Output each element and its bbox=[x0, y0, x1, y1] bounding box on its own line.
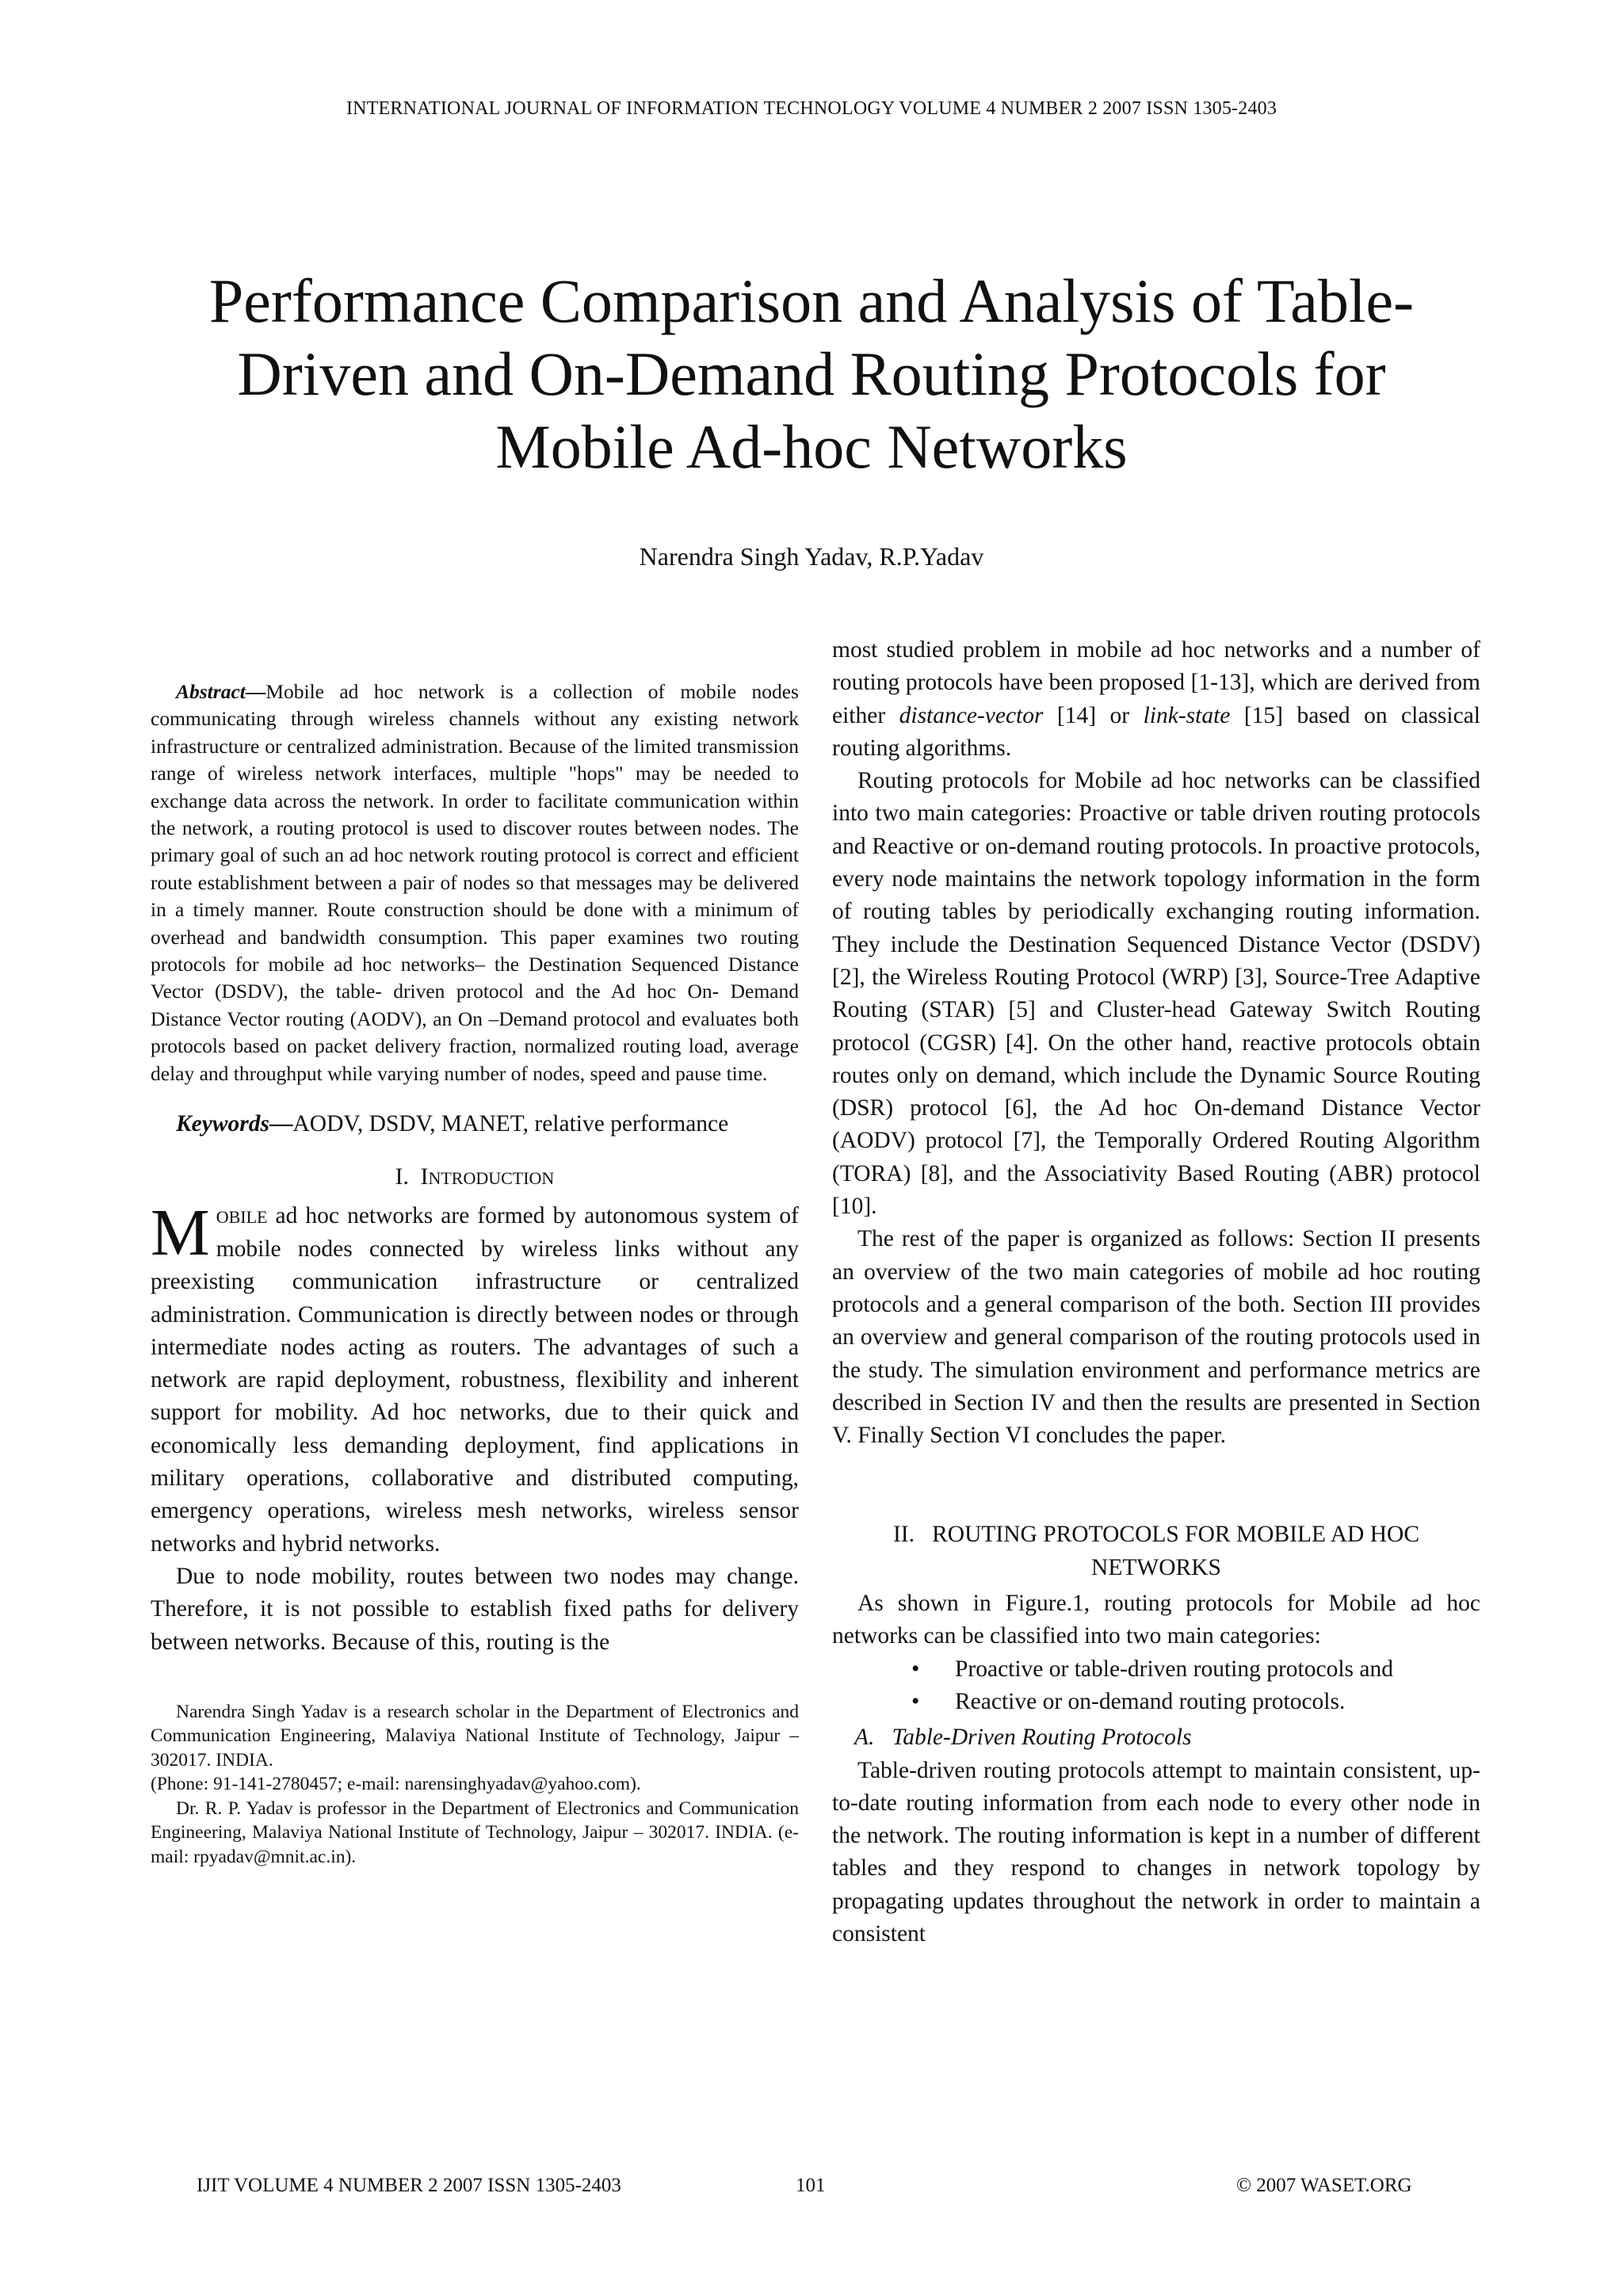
list-item bbox=[832, 1686, 1480, 1718]
abstract-label: Abstract bbox=[176, 680, 246, 703]
section-heading-introduction bbox=[151, 1161, 799, 1194]
bullet-text: Proactive or table-driven routing protocols and bbox=[955, 1656, 1393, 1682]
bullet-glyph: • bbox=[911, 1688, 920, 1714]
section-first-letter: I bbox=[420, 1164, 429, 1190]
p1-text-a: most studied problem in mobile ad hoc networks and a number of routing protocols have been proposed [1-13], which are derived from either bbox=[832, 637, 1480, 728]
section-numeral: I. bbox=[395, 1164, 409, 1190]
right-paragraph-4: As shown in Figure.1, routing protocols for Mobile ad hoc networks can be classified into two main categories: bbox=[832, 1591, 1480, 1649]
author-footnote bbox=[151, 1700, 799, 1870]
abstract-dash: — bbox=[245, 680, 266, 703]
title-line-2: Driven and On-Demand Routing Protocols for bbox=[237, 339, 1386, 408]
section-heading-routing-protocols bbox=[832, 1519, 1480, 1584]
p1-text-c: [15] based on classical routing algorithms. bbox=[832, 702, 1480, 761]
bullet-text: Reactive or on-demand routing protocols. bbox=[955, 1688, 1346, 1714]
keywords-dash: — bbox=[269, 1111, 293, 1137]
section-rest: NTRODUCTION bbox=[428, 1168, 555, 1189]
paper-title bbox=[143, 265, 1480, 483]
right-paragraph-3: The rest of the paper is organized as follows: Section II presents an overview of the two main categories of mobile ad hoc routing protocols and a general comparison of the both. Section III provides an overview and general comparison of the routing protocols used in the study. The simulation environment and performance metrics are described in Section IV and then the results are presented in Section V. Finally Section VI concludes the paper. bbox=[832, 1226, 1480, 1449]
bullet-list bbox=[832, 1653, 1480, 1719]
keywords bbox=[151, 1108, 799, 1140]
title-line-3: Mobile Ad-hoc Networks bbox=[495, 412, 1128, 481]
p1-distance-vector: distance-vector bbox=[899, 702, 1044, 728]
keywords-text: AODV, DSDV, MANET, relative performance bbox=[292, 1111, 729, 1137]
footer-copyright: © 2007 WASET.ORG bbox=[1236, 2175, 1412, 2196]
section2-line-1: II. ROUTING PROTOCOLS FOR MOBILE AD HOC bbox=[892, 1522, 1420, 1548]
section2-line-2: NETWORKS bbox=[1091, 1554, 1221, 1580]
dropcap-letter: M bbox=[151, 1195, 210, 1270]
p1-link-state: link-state bbox=[1143, 702, 1231, 728]
footer-journal: IJIT VOLUME 4 NUMBER 2 2007 ISSN 1305-2403 bbox=[197, 2175, 621, 2196]
keywords-label: Keywords bbox=[176, 1111, 269, 1137]
abstract-text: Mobile ad hoc network is a collection of mobile nodes communicating through wireless channels without any existing network infrastructure or centralized administration. Because of the limited transmission range of wireless network interfaces, multiple "hops" may be needed to exchange data across the network. In order to facilitate communication within the network, a routing protocol is used to discover routes between nodes. The primary goal of such an ad hoc network routing protocol is correct and efficient route establishment between a pair of nodes so that messages may be delivered in a timely manner. Route construction should be done with a minimum of overhead and bandwidth consumption. This paper examines two routing protocols for mobile ad hoc networks– the Destination Sequenced Distance Vector (DSDV), the table- driven protocol and the Ad hoc On- Demand Distance Vector routing (AODV), an On –Demand protocol and evaluates both protocols based on packet delivery fraction, normalized routing load, average delay and throughput while varying number of nodes, speed and pause time. bbox=[151, 680, 799, 1085]
authors: Narendra Singh Yadav, R.P.Yadav bbox=[639, 542, 984, 571]
right-paragraph-1 bbox=[832, 634, 1480, 765]
list-item bbox=[832, 1653, 1480, 1686]
page-number: 101 bbox=[796, 2175, 826, 2196]
right-paragraph-5: Table-driven routing protocols attempt to maintain consistent, up-to-date routing information from each node to every other node in the network. The routing information is kept in a number of different tables and they respond to changes in network topology by propagating updates throughout the network in order to maintain a consistent bbox=[832, 1757, 1480, 1946]
right-paragraph-2: Routing protocols for Mobile ad hoc networks can be classified into two main categories: Proactive or table driven routing protocols and Reactive or on-demand routing protocols. In proactive protocols, every node maintains the network topology information in the form of routing tables by periodically exchanging routing information. They include the Destination Sequenced Distance Vector (DSDV) [2], the Wireless Routing Protocol (WRP) [3], Source-Tree Adaptive Routing (STAR) [5] and Cluster-head Gateway Switch Routing protocol (CGSR) [4]. On the other hand, reactive protocols obtain routes only on demand, which include the Dynamic Source Routing (DSR) protocol [6], the Ad hoc On-demand Distance Vector (AODV) protocol [7], the Temporally Ordered Routing Algorithm (TORA) [8], and the Associativity Based Routing (ABR) protocol [10]. bbox=[832, 768, 1480, 1220]
footnote-author-2: Dr. R. P. Yadav is professor in the Department of Electronics and Communication Engineering, Malaviya National Institute of Technology, Jaipur – 302017. INDIA. (e-mail: rpyadav@mnit.ac.in). bbox=[151, 1797, 799, 1867]
intro-paragraph-2: Due to node mobility, routes between two nodes may change. Therefore, it is not possible to establish fixed paths for delivery between networks. Because of this, routing is the bbox=[151, 1563, 799, 1655]
intro-p1-text: ad hoc networks are formed by autonomous system of mobile nodes connected by wireless links without any preexisting communication infrastructure or centralized administration. Communication is directly between nodes or through intermediate nodes acting as routers. The advantages of such a network are rapid deployment, robustness, flexibility and inherent support for mobility. Ad hoc networks, due to their quick and economically less demanding deployment, find applications in military operations, collaborative and distributed computing, emergency operations, wireless mesh networks, wireless sensor networks and hybrid networks. bbox=[151, 1202, 799, 1557]
footnote-author-1: Narendra Singh Yadav is a research scholar in the Department of Electronics and Communication Engineering, Malaviya National Institute of Technology, Jaipur – 302017. INDIA. bbox=[151, 1701, 799, 1771]
footnote-phone: (Phone: 91-141-2780457; e-mail: narensinghyadav@yahoo.com). bbox=[151, 1774, 641, 1795]
intro-paragraph-1 bbox=[151, 1195, 799, 1561]
p1-text-b: [14] or bbox=[1043, 702, 1144, 728]
intro-smallcaps: OBILE bbox=[216, 1206, 268, 1227]
title-line-1: Performance Comparison and Analysis of Table- bbox=[208, 266, 1415, 335]
left-column bbox=[151, 634, 799, 1869]
right-column bbox=[832, 634, 1480, 1950]
abstract bbox=[151, 678, 799, 1087]
running-header: INTERNATIONAL JOURNAL OF INFORMATION TECHNOLOGY VOLUME 4 NUMBER 2 2007 ISSN 1305-2403 bbox=[346, 98, 1277, 119]
bullet-glyph: • bbox=[911, 1656, 920, 1682]
subsection-heading: A. Table-Driven Routing Protocols bbox=[854, 1725, 1192, 1751]
